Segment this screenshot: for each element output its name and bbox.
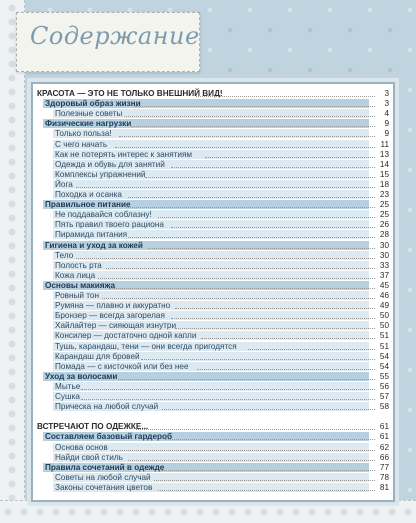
toc-chapter (33, 372, 393, 381)
toc-entry (33, 261, 393, 270)
toc-page-number: 26 (379, 220, 389, 230)
leader-dots (158, 489, 375, 491)
toc-entry (33, 160, 393, 169)
leader-dots (248, 348, 375, 350)
leader-dots (145, 176, 375, 178)
toc-label: ВСТРЕЧАЮТ ПО ОДЕЖКЕ... (37, 422, 149, 432)
toc-entry (33, 392, 393, 401)
toc-page-number: 45 (379, 280, 389, 290)
toc-page-number: 66 (379, 452, 389, 462)
toc-label: Йога (55, 179, 73, 189)
toc-chapter (33, 281, 393, 290)
toc-page-number: 57 (379, 392, 389, 401)
leader-dots (141, 358, 375, 360)
toc-label: Только польза! (55, 129, 112, 139)
toc-label: Карандаш для бровей (55, 351, 140, 361)
leader-dots (76, 186, 375, 188)
leader-dots (154, 479, 375, 481)
toc-label: Найди свой стиль (55, 452, 123, 462)
leader-dots (171, 166, 375, 168)
toc-page-number: 30 (379, 250, 389, 260)
leader-dots (171, 226, 375, 228)
toc-entry (33, 402, 393, 411)
toc-label: Не поддавайся соблазну! (55, 210, 152, 220)
leader-dots (131, 125, 375, 127)
toc-page-number: 15 (379, 169, 389, 179)
toc-page-number: 13 (379, 149, 389, 159)
toc-entry (33, 453, 393, 462)
toc-page-number: 62 (379, 442, 389, 452)
leader-dots (175, 307, 375, 309)
toc-page-number: 23 (379, 190, 389, 199)
leader-dots (124, 115, 376, 117)
toc-chapter (33, 119, 393, 128)
toc-page-number: 78 (379, 472, 389, 482)
toc-entry (33, 210, 393, 219)
toc-entry (33, 190, 393, 199)
leader-dots (135, 105, 375, 107)
toc-chapter (33, 99, 393, 108)
toc-entry (33, 301, 393, 310)
toc-page-number: 14 (379, 159, 389, 169)
leader-dots (119, 135, 375, 137)
leader-dots (175, 327, 375, 329)
toc-entry (33, 220, 393, 229)
toc-label: Основы макияжа (45, 280, 116, 290)
toc-label: Полость рта (55, 260, 102, 270)
toc-label: Ровный тон (55, 291, 99, 300)
toc-entry (33, 180, 393, 189)
toc-page-number: 4 (384, 109, 389, 119)
toc-label: Основа основ (55, 442, 108, 452)
toc-page-number: 33 (379, 260, 389, 270)
toc-entry (33, 271, 393, 280)
toc-section (33, 422, 393, 431)
toc-label: Физические нагрузки (45, 119, 132, 129)
toc-entry (33, 443, 393, 452)
leader-dots (81, 398, 376, 400)
toc-label: Сушка (55, 392, 80, 401)
toc-entry (33, 230, 393, 239)
toc-page-number: 9 (384, 119, 389, 129)
toc-label: Походка и осанка (55, 190, 122, 199)
toc-page-number: 25 (379, 210, 389, 220)
toc-page-number: 37 (379, 270, 389, 280)
toc-page-number: 28 (379, 230, 389, 240)
toc-label: Бронзер — всегда загорелая (55, 311, 165, 321)
toc-entry (33, 382, 393, 391)
toc-entry (33, 321, 393, 330)
toc-label: Здоровый образ жизни (45, 99, 141, 109)
leader-dots (111, 449, 375, 451)
toc-page-number: 61 (379, 432, 389, 442)
toc-page-number: 61 (379, 422, 389, 432)
toc-panel (31, 82, 395, 502)
toc-page-number: 11 (380, 139, 389, 149)
toc-entry (33, 362, 393, 371)
toc-label: Консилер — достаточно одной капли (55, 331, 197, 341)
leader-dots (171, 317, 375, 319)
toc-page-number: 54 (379, 351, 389, 361)
leader-dots (197, 368, 375, 370)
toc-page-number: 58 (379, 402, 389, 412)
toc-page-number: 9 (384, 129, 389, 139)
lace-border-left (0, 0, 25, 523)
toc-label: Уход за волосами (45, 371, 118, 381)
toc-label: Румяна — плавно и аккуратно (55, 301, 171, 311)
leader-dots (136, 428, 375, 430)
toc-section (33, 89, 393, 98)
toc-page-number: 50 (379, 321, 389, 331)
toc-page-number: 50 (379, 311, 389, 321)
toc-entry (33, 150, 393, 159)
leader-dots (201, 337, 375, 339)
toc-label: Правила сочетаний в одежде (45, 462, 165, 472)
toc-entry (33, 291, 393, 300)
leader-dots (196, 95, 375, 97)
toc-chapter (33, 463, 393, 472)
leader-dots (126, 206, 375, 208)
toc-page-number: 49 (379, 301, 389, 311)
toc-label: Пять правил твоего рациона (55, 220, 164, 230)
toc-page-number: 3 (384, 99, 389, 109)
toc-chapter (33, 200, 393, 209)
toc-page-number: 54 (379, 361, 389, 371)
leader-dots (158, 216, 375, 218)
leader-dots (115, 146, 375, 148)
toc-label: Гигиена и уход за кожей (45, 240, 143, 250)
toc-chapter (33, 241, 393, 250)
toc-page-number: 3 (384, 89, 389, 98)
toc-page-number: 77 (379, 462, 389, 472)
leader-dots (162, 408, 375, 410)
toc-label: Хайлайтер — сияющая изнутри (55, 321, 177, 331)
leader-dots (102, 297, 375, 299)
header (0, 0, 416, 72)
leader-dots (128, 196, 375, 198)
toc-entry (33, 483, 393, 492)
toc-entry (33, 170, 393, 179)
toc-page-number: 46 (379, 291, 389, 300)
toc-page-number: 51 (379, 331, 389, 341)
leader-dots (148, 247, 375, 249)
leader-dots (161, 469, 375, 471)
toc-label: Правильное питание (45, 200, 131, 210)
leader-dots (128, 236, 375, 238)
leader-dots (98, 277, 375, 279)
toc-page-number: 18 (379, 179, 389, 189)
toc-chapter (33, 432, 393, 441)
toc-page-number: 55 (379, 371, 389, 381)
toc-entry (33, 140, 393, 149)
toc-entry (33, 331, 393, 340)
leader-dots (165, 438, 375, 440)
toc-label: Полезные советы (55, 109, 123, 119)
toc-label: Мытье (55, 381, 81, 391)
toc-label: Помада — с кисточкой или без нее (55, 361, 189, 371)
toc-page-number: 51 (379, 341, 389, 351)
leader-dots (205, 156, 375, 158)
toc-label: Составляем базовый гардероб (45, 432, 173, 442)
leader-dots (109, 287, 375, 289)
toc-label: КРАСОТА — ЭТО НЕ ТОЛЬКО ВНЕШНИЙ ВИД! (37, 89, 223, 98)
toc-page-number: 56 (379, 381, 389, 391)
toc-label: Прическа на любой случай (55, 402, 159, 412)
leader-dots (106, 267, 375, 269)
leader-dots (81, 388, 376, 390)
toc-entry (33, 129, 393, 138)
toc-page-number: 25 (379, 200, 389, 210)
toc-label: Законы сочетания цветов (55, 482, 153, 492)
toc-label: Как не потерять интерес к занятиям (55, 149, 193, 159)
toc-entry (33, 109, 393, 118)
leader-dots (128, 459, 375, 461)
toc-entry (33, 352, 393, 361)
lace-border-bottom (0, 500, 416, 523)
toc-label: Тело (55, 250, 74, 260)
toc-label: С чего начать (55, 139, 108, 149)
toc-label: Пирамида питания (55, 230, 128, 240)
leader-dots (118, 378, 375, 380)
toc-entry (33, 473, 393, 482)
toc-label: Кожа лица (55, 270, 96, 280)
toc-entry (33, 311, 393, 320)
toc-entry (33, 251, 393, 260)
toc-entry (33, 342, 393, 351)
toc-label: Комплексы упражнений (55, 169, 146, 179)
page-title: Содержание (30, 22, 200, 50)
toc-label: Тушь, карандаш, тени — они всегда пригодятся (55, 341, 237, 351)
leader-dots (76, 257, 375, 259)
toc-label: Одежда и обувь для занятий (55, 159, 165, 169)
toc-page-number: 30 (379, 240, 389, 250)
toc-page-number: 81 (379, 482, 389, 492)
toc-label: Советы на любой случай (55, 472, 151, 482)
